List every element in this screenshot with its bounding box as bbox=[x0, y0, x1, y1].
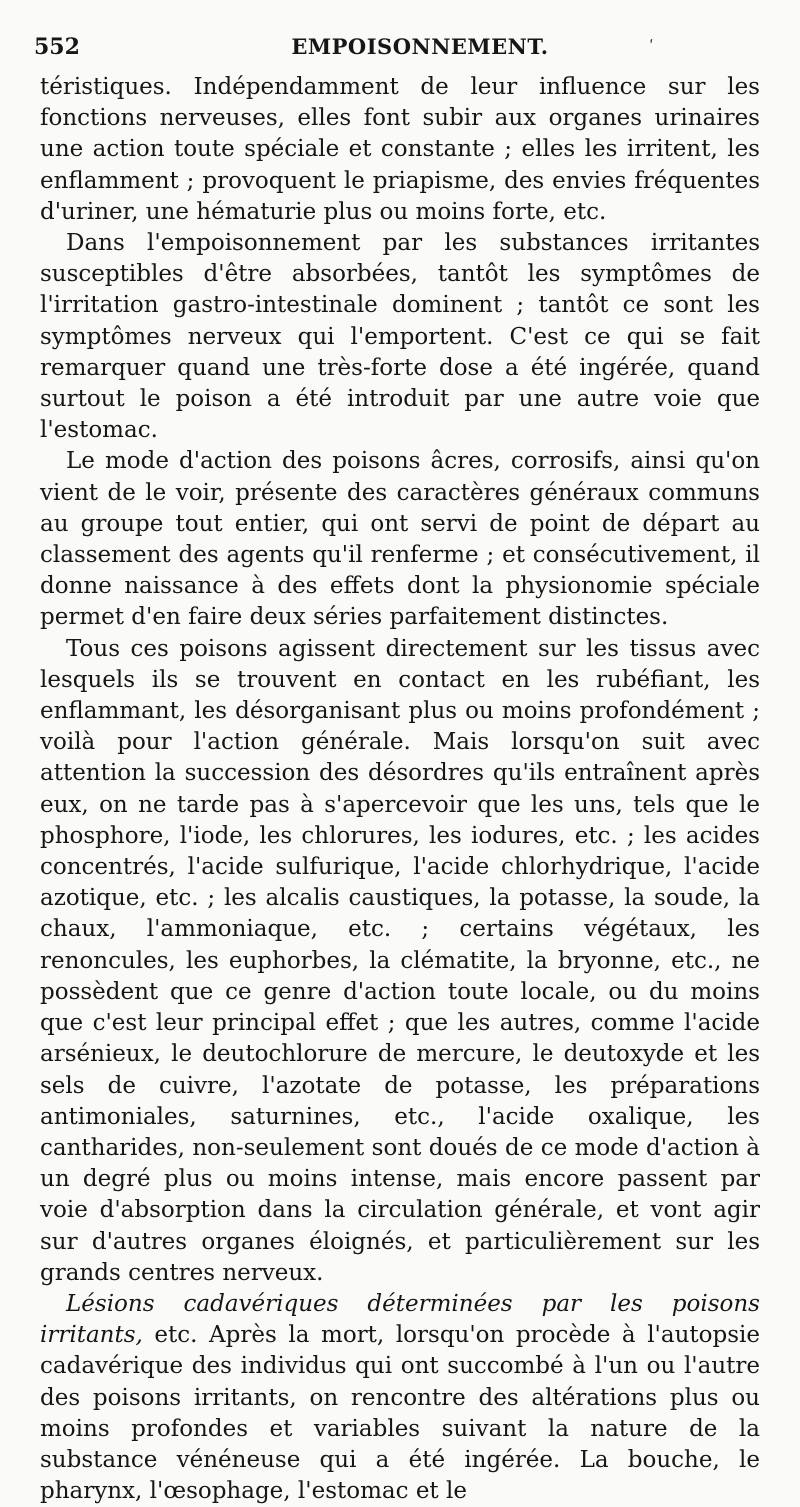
section-heading-italic: Lésions cadavériques déterminées par les poisons irritants, bbox=[40, 1290, 760, 1349]
paragraph-1-text: téristiques. Indépendamment de leur influence sur les fonctions nerveuses, elles font subir aux organes urinaires une action toute spéciale et constante ; elles les irritent, les enflamment ; provoquent le priapisme, des envies fréquentes d'uriner, une hématurie plus ou moins forte, etc. bbox=[40, 74, 760, 225]
body-text bbox=[34, 72, 766, 1507]
running-title: EMPOISONNEMENT. bbox=[291, 34, 549, 59]
stray-mark: ′ bbox=[647, 36, 661, 57]
paragraph-1 bbox=[40, 72, 760, 228]
paragraph-4-text: Tous ces poisons agissent directement sur les tissus avec lesquels ils se trouvent en contact en les rubéfiant, les enflammant, les désorganisant plus ou moins profondément ; voilà pour l'action générale. Mais lorsqu'on suit avec attention la succession des désordres qu'ils entraînent après eux, on ne tarde pas à s'apercevoir que les uns, tels que le phosphore, l'iode, les chlorures, les iodures, etc. ; les acides concentrés, l'acide sulfurique, l'acide chlorhydrique, l'acide azotique, etc. ; les alcalis caustiques, la potasse, la soude, la chaux, l'ammoniaque, etc. ; certains végétaux, les renoncules, les euphorbes, la clématite, la bryonne, etc., ne possèdent que ce genre d'action toute locale, ou du moins que c'est leur principal effet ; que les autres, comme l'acide arsénieux, le deutochlorure de mercure, le deutoxyde et les sels de cuivre, l'azotate de potasse, les préparations antimoniales, saturnines, etc., l'acide oxalique, les cantharides, non-seulement sont doués de ce mode d'action à un degré plus ou moins intense, mais encore passent par voie d'absorption dans la circulation générale, et vont agir sur d'autres organes éloignés, et particulièrement sur les grands centres nerveux. bbox=[40, 635, 760, 1286]
paragraph-3-text: Le mode d'action des poisons âcres, corrosifs, ainsi qu'on vient de le voir, présente des caractères généraux communs au groupe tout entier, qui ont servi de point de départ au classement des agents qu'il renferme ; et consécutivement, il donne naissance à des effets dont la physionomie spéciale permet d'en faire deux séries parfaitement distinctes. bbox=[40, 448, 760, 631]
paragraph-3 bbox=[40, 446, 760, 633]
paragraph-5 bbox=[40, 1289, 760, 1507]
page-header bbox=[34, 28, 766, 72]
page-number: 552 bbox=[34, 34, 80, 60]
paragraph-5-text: etc. Après la mort, lorsqu'on procède à l'autopsie cadavérique des individus qui ont succombé à l'un ou l'autre des poisons irritants, on rencontre des altérations plus ou moins profondes et variables suivant la nature de la substance vénéneuse qui a été ingérée. La bouche, le pharynx, l'œsophage, l'estomac et le bbox=[40, 1322, 760, 1505]
paragraph-2 bbox=[40, 228, 760, 446]
paragraph-4 bbox=[40, 634, 760, 1289]
paragraph-2-text: Dans l'empoisonnement par les substances irritantes susceptibles d'être absorbées, tantôt les symptômes de l'irritation gastro-intestinale dominent ; tantôt ce sont les symptômes nerveux qui l'emportent. C'est ce qui se fait remarquer quand une très-forte dose a été ingérée, quand surtout le poison a été introduit par une autre voie que l'estomac. bbox=[40, 230, 760, 444]
